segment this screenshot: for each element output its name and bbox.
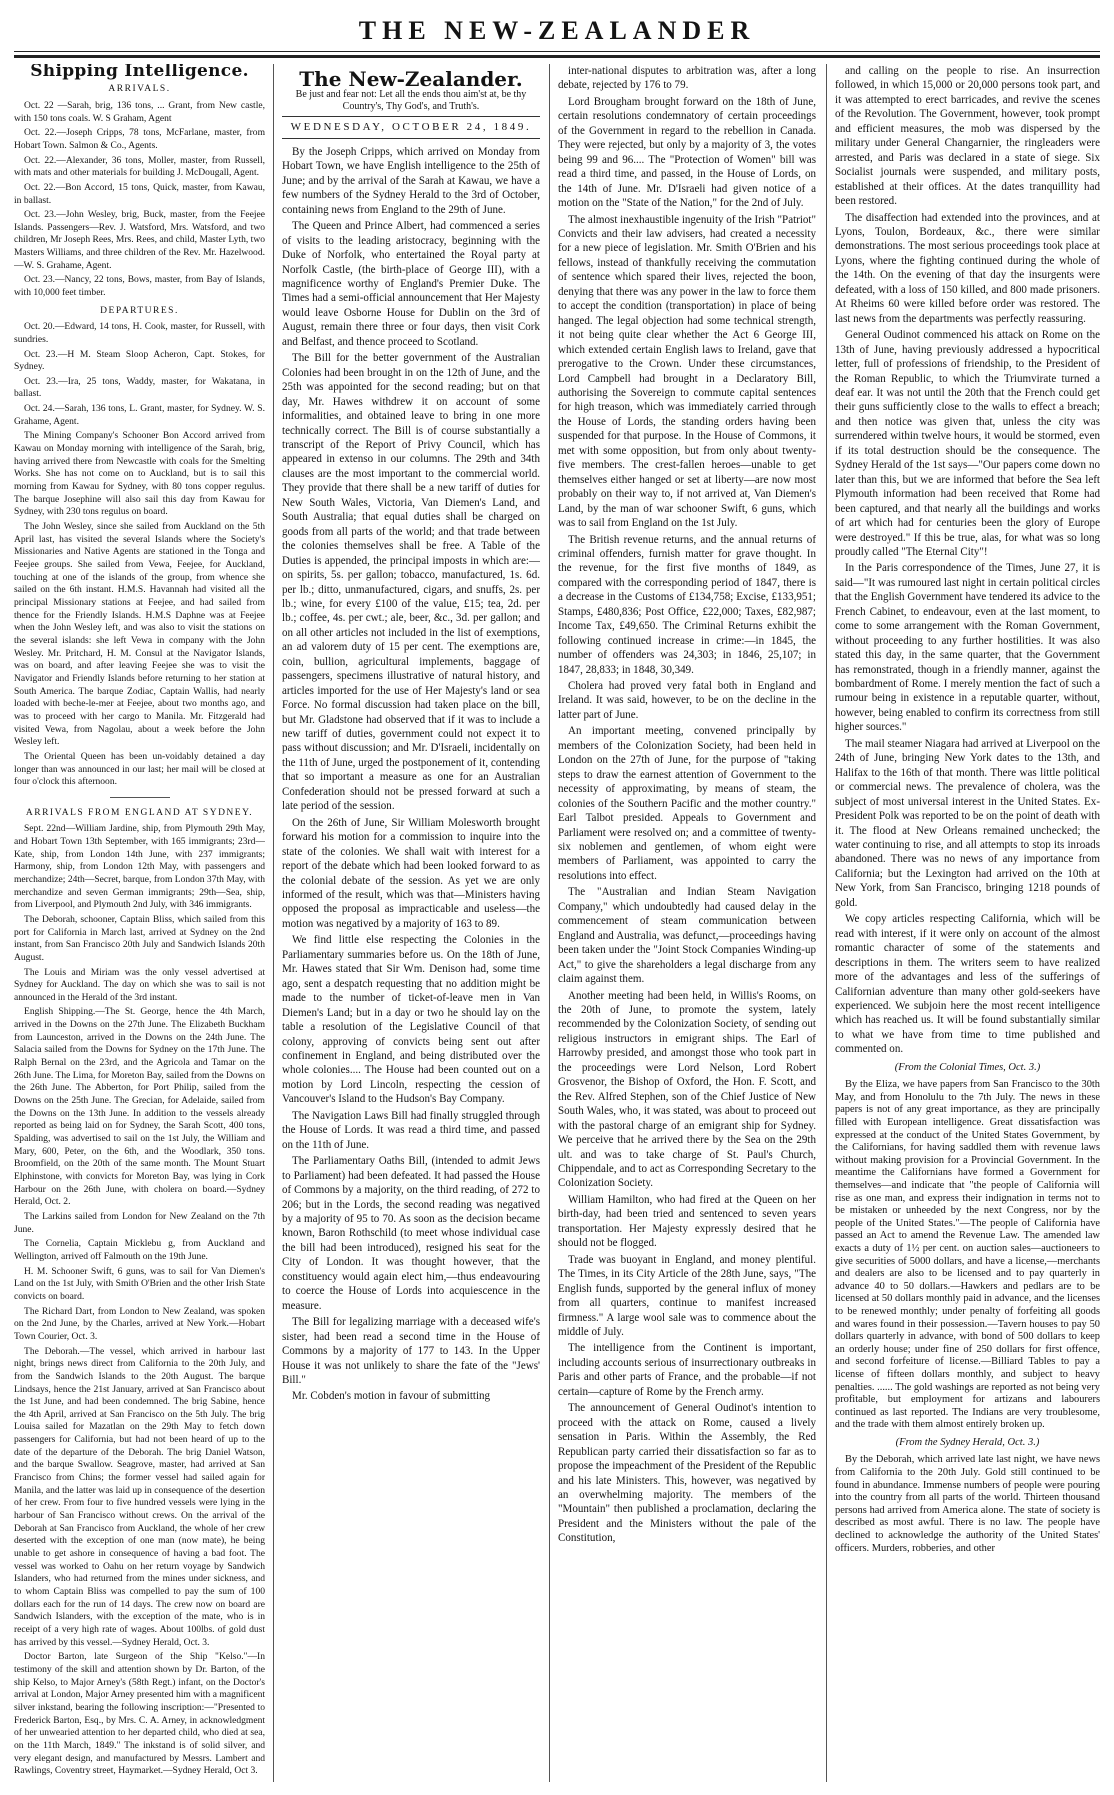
masthead-rule-thick <box>14 55 1100 58</box>
departure-entry: Oct. 23.—Ira, 25 tons, Waddy, master, for Wakatana, in ballast. <box>14 375 265 400</box>
news-paragraph: Mr. Cobden's motion in favour of submitting <box>292 1390 491 1403</box>
arrival-entry: Oct. 22 —Sarah, brig, 136 tons, ... Grant, from New castle, with 150 tons coals. W. S Graham, Agent <box>14 99 265 124</box>
news-paragraph: By the Joseph Cripps, which arrived on Monday from Hobart Town, we have English intelligence to the 25th of June; and by the arrival of the Sarah at Kawau, we have a few numbers of the Sydney Herald to the 3rd of October, containing news from England to the 29th of June. <box>282 145 540 216</box>
news-paragraph: The Bill for the better government of the Australian Colonies had been brought in on the 12th of June, and the 25th was appointed for the second reading; but on that day, Mr. Hawes withdrew it on account of some informalities, and obtained leave to bring in one more technically correct. The Bill is of course substantially a transcript of the Report of Privy Council, which has appeared in extenso in our columns. The 29th and 34th clauses are the most important to the commercial world. They provide that there shall be a new tariff of duties for New South Wales, Victoria, Van Diemen's Land, and South Australia; that equal duties shall be charged on goods from all parts of the world; and that trade between the colonies themselves shall be free. A Table of the Duties is appended, the principal imposts in which are:—on spirits, 5s. per gallon; tobacco, manufactured, 1s. 6d. per lb.; ditto, unmanufactured, cigars, and snuffs, 2s. per lb.; wine, for every £100 of the value, £15; tea, 2d. per lb.; coffee, 4s. per cwt.; ale, beer, &c., 3d. per gallon; and on all other articles not included in the list of exemptions, an ad valorem duty of 15 per cent. The exemptions are, coin, bullion, agricultural implements, baggage of passengers, specimens illustrative of natural history, and articles imported for the use of Her Majesty's land or sea Force. No formal discussion had taken place on the bill, but Mr. Gladstone had observed that if it was to include a new tariff of duties, government could not expect it to pass without discussion; and Mr. D'Israeli, incidentally on the 11th of June, urged the postponement of it, contending that so important a measure as one for an Australian Confederation should not be pressed forward at such a late period of the session. <box>282 352 540 813</box>
news-paragraph: The intelligence from the Continent is important, including accounts serious of insurrectionary outbreaks in Paris and other parts of France, and the probable—if not certain—capture of Rome by the French army. <box>558 1342 816 1398</box>
news-paragraph: The John Wesley, since she sailed from Auckland on the 5th April last, has visited the several Islands where the Society's Missionaries and Native Agents are stationed in the Tonga and Feejee groups. She sailed from Vewa, Feejee, for Auckland, touching at one of the islands of the group, from whence she sailed on the 6th instant. H.M.S. Havannah had visited all the principal Missionary stations at Feejee, and had sailed from thence for the Friendly Islands. H.M.S Daphne was at Feejee when the John Wesley left, and was also to visit the stations on the several islands: she left Vewa in company with the John Wesley. Mr. Pritchard, H. M. Consul at the Navigator Islands, was on board, and after leaving Feejee she was to visit the Navigator and Friendly Islands before returning to her station at South America. The barque Zodiac, Captain Wallis, had nearly loaded with beche-le-mer at Feejee, about two months ago, and was to proceed with her cargo to Manila. Mr. Fitzgerald had visited Vewa, from Nagolau, about a week before the John Wesley left. <box>14 521 265 748</box>
news-paragraph: English Shipping.—The St. George, hence the 4th March, arrived in the Downs on the 27th June. The Elizabeth Buckham from Launceston, arrived in the Downs on the 24th June. The Salacia sailed from the Downs for Sydney on the 17th June. The Ralph Bernal on the 23rd, and the Agricola and Tamar on the 26th June. The Lima, for Moreton Bay, sailed from the Downs on the 26th June. The Abberton, for Port Philip, sailed from the Downs on the 25th June. The Grecian, for Adelaide, sailed from the Downs on the 13th June. In addition to the vessels already reported as being laid on for Sydney, the Sarah Scott, 400 tons, Spalding, was advertised to sail on the 1st July, the William and Mary, 600, Peter, on the 6th, and the Woodlark, 350 tons. Broomfield, on the 20th of the same month. The Mount Stuart Elphinstone, with convicts for Moreton Bay, was lying in Cork Harbour on the 26th June, with cholera on board.—Sydney Herald, Oct. 2. <box>14 1006 265 1208</box>
news-paragraph: The Louis and Miriam was the only vessel advertised at Sydney for Auckland. The day on which she was to sail is not announced in the Herald of the 3rd instant. <box>14 966 265 1003</box>
news-paragraph: The Larkins sailed from London for New Zealand on the 7th June. <box>14 1210 265 1235</box>
editorial-motto: Be just and fear not: Let all the ends thou aim'st at, be thy Country's, Thy God's, and Truth's. <box>295 89 527 113</box>
news-paragraph: An important meeting, convened principally by members of the Colonization Society, had been held in London on the 27th of June, for the purpose of "taking steps to draw the earnest attention of Government to the necessity of approximating, by means of steam, the colonies of the Southern Pacific and the mother country." Earl Talbot presided. Appeals to Government and Parliament were resolved on; and a committee of twenty-six noblemen and gentlemen, of whom eight were members of Parliament, was appointed to carry the resolutions into effect. <box>558 725 816 882</box>
masthead-rule <box>14 51 1100 52</box>
california-news: By the Eliza, we have papers from San Francisco to the 30th May, and from Honolulu to the 7th July. The news in these papers is not of any great importance, as they are principally filled with European intelligence. Great dissatisfaction was expressed at the conduct of the United States Government, by the Californians, for having saddled them with revenue laws without making provision for a Provincial Government. In the meantime the Californians have formed a Government for themselves—and indicate that "the people of California will rise as one man, and express their indignation in terms not to be mistaken or unheeded by the next Congress, nor by the people of the United States."—The people of California have passed an Act to amend the Revenue Law. The amended law exacts a duty of 1½ per cent. on auction sales—auctioneers to give securities of 5000 dollars, and have a license,—merchants and dealers are also to be licensed and to pay quarterly in advance 40 to 50 dollars.—Hawkers and pedlars are to be licensed at 50 dollars monthly paid in advance, and the licenses to be renewed monthly; under penalty of forfeiting all goods and wares found in their possession.—Tavern houses to pay 50 dollars quarterly in advance, with bond of 500 dollars to keep an orderly house; under fine of 250 dollars for first offence, and second forfeiture of license.—Billiard Tables to pay a license of fifteen dollars monthly, and subject to heavy penalties. ...... The gold washings are reported as not being very profitable, but employment for artizans and labourers continued as last reported. The Indians are very troublesome, and the trade with them almost entirely broken up. <box>835 1079 1100 1431</box>
news-paragraph: In the Paris correspondence of the Times, June 27, it is said—"It was rumoured last night in certain political circles that the English Government have tendered its advice to the French Cabinet, to endeavour, even at the last moment, to come to some arrangement with the Roman Government, without proceeding to any further hostilities. It was also stated this day, in the same quarter, that the Government has remonstrated, though in a friendly manner, against the bombardment of Rome. I merely mention the fact of such a rumour being in existence in a reputable quarter, without, however, being enabled to confirm its correctness from still higher sources." <box>835 562 1100 734</box>
news-paragraph: General Oudinot commenced his attack on Rome on the 13th of June, having previously addressed a hypocritical letter, full of professions of friendship, to the President of the Roman Republic, to which the Triumvirate turned a deaf ear. It was not until the 20th that the French could get their guns sufficiently close to the walls to effect a breach; and then notice was given that, unless the city was surrendered within twelve hours, it would be stormed, even if its total destruction should be the consequence. The Sydney Herald of the 1st says—"Our papers come down no later than this, but we are informed that before the Sea left Plymouth information had been received that Rome had been captured, and that nearly all the buildings and works of art which had for centuries been the glory of Europe were destroyed." If this be true, alas, for what was so long proudly called "The Eternal City"! <box>835 329 1100 558</box>
column-divider <box>826 64 827 1782</box>
arrival-entry: Oct. 22.—Joseph Cripps, 78 tons, McFarlane, master, from Hobart Town. Salmon & Co., Agents. <box>14 127 265 151</box>
arrival-entry: Oct. 22.—Bon Accord, 15 tons, Quick, master, from Kawau, in ballast. <box>14 181 265 206</box>
news-paragraph: We copy articles respecting California, which will be read with interest, if it were only on account of the almost romantic character of some of the statements and descriptions in them. The writers seem to have realized more of the advantages and less of the sufferings of Californian adventure than many other gold-seekers have experienced. We subjoin here the most recent intelligence which has reached us. It will be found substantially similar to what we have from time to time published and commented on. <box>835 913 1100 1056</box>
source-citation: (From the Colonial Times, Oct. 3.) <box>894 1061 1041 1073</box>
editorial-masthead <box>282 67 540 91</box>
news-text-3 <box>558 64 816 1546</box>
column-editorial <box>282 64 540 1784</box>
news-paragraph: The disaffection had extended into the provinces, and at Lyons, Toulon, Bordeaux, &c., there were similar demonstrations. The most serious proceedings took place at Lyons, where the fighting continued during the whole of the 14th. On the evening of that day the insurgents were defeated, with a loss of 150 killed, and 800 made prisoners. At Rheims 60 were killed before order was restored. The last news from the departments was perfectly reassuring. <box>835 211 1100 325</box>
news-text-4 <box>835 64 1100 1057</box>
news-paragraph: The almost inexhaustible ingenuity of the Irish "Patriot" Convicts and their law advisers, had created a necessity for a new piece of legislation. Mr. Smith O'Brien and his fellows, instead of thankfully receiving the commutation of sentence which spared their lives, rejected the boon, denying that there was any power in the law to force them to accept the condition (transportation) in place of being hanged. The legal objection had some technical strength, it not being quite clear whether the Act 6 George III, which extended certain English laws to Ireland, gave that prerogative to the Crown. Under these circumstances, Lord Campbell had brought in a Declaratory Bill, authorising the Sovereign to commute capital sentences for high treason, which was immediately carried through the House of Lords, the standing orders having been suspended for that purpose. In the House of Commons, it met with some opposition, but from only about twenty-five members. The crest-fallen heroes—unable to get themselves either hanged or set at liberty—are now most probably on their way to, if not arrived at, Van Diemen's Land, by the man of war schooner Swift, 6 guns, which was to sail from England on the 1st July. <box>558 213 816 530</box>
news-paragraph: Lord Brougham brought forward on the 18th of June, certain resolutions condemnatory of certain proceedings of the Government in regard to the rebellion in Canada. They were rejected, but only by a majority of 3, the votes being 99 and 96.... The "Protection of Women" bill was read a third time, and passed, in the House of Lords, on the 14th of June. Mr. D'Israeli had given notice of a motion on the "State of the Nation," for the 2nd of July. <box>558 95 816 210</box>
news-paragraph: The Mining Company's Schooner Bon Accord arrived from Kawau on Monday morning with intelligence of the Sarah, brig, having arrived there from Newcastle with coals for the Smelting Works. She has not come on to Auckland, but is to sail this morning from Kawau for Sydney, with 80 tons copper regulus. The barque Josephine will also sail this day from Kawau for Sydney, with 230 tons regulus on board. <box>14 430 265 518</box>
arrival-entry: Oct. 22.—Alexander, 36 tons, Moller, master, from Russell, with mats and other materials for building J. McDougall, Agent. <box>14 154 265 179</box>
editorial-text <box>282 145 540 1404</box>
column-divider <box>273 64 274 1782</box>
news-paragraph: The Richard Dart, from London to New Zealand, was spoken on the 2nd June, by the Charles, arrived at New York.—Hobart Town Courier, Oct. 3. <box>14 1305 265 1342</box>
news-paragraph: The Navigation Laws Bill had finally struggled through the House of Lords. It was read a third time, and passed on the 11th of June. <box>282 1109 540 1151</box>
departure-entry: Oct. 23.—H M. Steam Sloop Acheron, Capt. Stokes, for Sydney. <box>14 348 265 373</box>
section-rule <box>110 797 170 798</box>
sydney-arrivals-label: ARRIVALS FROM ENGLAND AT SYDNEY. <box>25 807 254 818</box>
news-paragraph: The Deborah, schooner, Captain Bliss, which sailed from this port for California in March last, arrived at Sydney on the 2nd instant, from San Francisco 20th July and Sandwich Islands 20th August. <box>14 913 265 963</box>
shipping-heading: Shipping Intelligence. <box>30 64 249 81</box>
departures-label: DEPARTURES. <box>100 305 179 316</box>
news-paragraph: The Oriental Queen has been un-voidably detained a day longer than was announced in our last; her mail will be closed at four o'clock this afternoon. <box>14 750 265 788</box>
news-paragraph: Another meeting had been held, in Willis's Rooms, on the 20th of June, to promote the system, lately recommended by the Colonization Society, of sending out religious instructors in emigrant ships. The Earl of Harrowby presided, and amongst those who took part in the proceedings were Lord Nelson, Lord Robert Grosvenor, the Bishop of Oxford, the Hon. F. Scott, and the Rev. Alfred Stephen, son of the Chief Justice of New South Wales, who, it was stated, was about to proceed out with the pastoral charge of an emigrant ship for Sydney. We perceive that he arrived there by the Sea on the 29th ult. and was to take charge of St. Paul's Church, Chippendale, and to act as Corresponding Secretary to the Colonization Society. <box>558 989 816 1190</box>
departure-entry: Oct. 20.—Edward, 14 tons, H. Cook, master, for Russell, with sundries. <box>14 321 265 345</box>
arrivals-list <box>14 100 265 300</box>
arrival-entry: Oct. 23.—Nancy, 22 tons, Bows, master, from Bay of Islands, with 10,000 feet timber. <box>14 274 265 299</box>
arrivals-label: ARRIVALS. <box>108 84 171 95</box>
editorial-paper-name: The New-Zealander. <box>299 67 523 91</box>
news-paragraph: Sept. 22nd—William Jardine, ship, from Plymouth 29th May, and Hobart Town 13th September, with 165 immigrants; 23rd—Kate, ship, from London 14th June, with 237 immigrants; Harmony, ship, from London 12th May, with passengers and merchandize; 24th—Secret, barque, from London 37th May, with merchandize and seven German immigrants; 29th—Sea, ship, from Liverpool, and Plymouth 2nd July, with 346 immigrants. <box>14 823 265 911</box>
news-paragraph: The Parliamentary Oaths Bill, (intended to admit Jews to Parliament) had been defeated. It had passed the House of Commons by a majority, on the third reading, of 272 to 206; but in the Lords, the second reading was negatived by a majority of 95 to 70. As soon as the decision became known, Baron Rothschild (to meet whose individual case the bill had been introduced), resigned his seat for the City of London. It was thought however, that the constituency would again elect him,—thus endeavouring to coerce the House of Lords into acquiescence in the measure. <box>282 1155 540 1312</box>
news-paragraph: The Deborah.—The vessel, which arrived in harbour last night, brings news direct from California to the 20th July, and from the Sandwich Islands to the 20th August. The barque Lindsays, hence the 21st January, arrived at San Francisco about the 1st June, and had been condemned. The brig Sabine, hence the 4th April, arrived at San Francisco on the 5th July. The brig Louisa sailed for Mazatlan on the 29th May to fetch down passengers for California, but had not been heard of up to the date of the departure of the Deborah. The brig Daniel Watson, and the barque Swallow. Seagrove, master, had arrived at San Francisco from Chins; the former vessel had sailed again for Manila, and the latter was laid up in consequence of the desertion of her crew. From four to five hundred vessels were lying in the harbour of San Francisco without crews. On the arrival of the Deborah at San Francisco from Auckland, the whole of her crew deserted with the exception of one man (now mate), he being unable to get ashore in consequence of having a bad foot. The vessel was worked to Oahu on her return voyage by Sandwich Islanders, who had returned from the mines under sickness, and to whom Captain Bliss was compelled to pay the sum of 100 dollars each for the run of 14 days. The crew now on board are Sandwich Islanders, with the exception of the mate, who is in receipt of a very high rate of wages. About 100lbs. of gold dust has arrived by this vessel.—Sydney Herald, Oct. 3. <box>14 1345 265 1648</box>
news-paragraph: Cholera had proved very fatal both in England and Ireland. It was said, however, to be on the decline in the latter part of June. <box>558 680 816 721</box>
news-paragraph: The Bill for legalizing marriage with a deceased wife's sister, had been read a second time in the House of Commons by a majority of 177 to 143. In the Upper House it was not unlikely to share the fate of the "Jews' Bill." <box>282 1316 540 1386</box>
news-paragraph: The mail steamer Niagara had arrived at Liverpool on the 24th of June, bringing New York dates to the 13th, and Halifax to the 16th of that month. There was little political or commercial news. The prevalence of cholera, was the subject of most universal interest in the United States. Ex-President Polk was reported to be on the point of death with it. The flood at New Orleans remained unchecked; the water continuing to rise, and all attempts to stop its inroads abandoned. There was no news of any importance from California; but the Lexington had arrived on the 10th at New York, from San Francisco, bringing 1218 pounds of gold. <box>835 737 1100 909</box>
masthead <box>0 0 1114 58</box>
sydney-news <box>14 823 265 1778</box>
news-paragraph: H. M. Schooner Swift, 6 guns, was to sail for Van Diemen's Land on the 1st July, with Smith O'Brien and the other Irish State convicts on board. <box>14 1265 265 1302</box>
news-paragraph: We find little else respecting the Colonies in the Parliamentary summaries before us. On the 18th of June, Mr. Hawes stated that Sir Wm. Denison had, some time ago, sent a despatch requesting that no addition might be made to the number of ticket-of-leave men in Van Diemen's Land; but in a day or two he should lay on the table a resolution of the Legislative Council of that colony, approving of convicts being sent out after confinement in England, and being distributed over the whole colonies.... The House had been counted out on a motion by Lord Lincoln, respecting the cession of Vancouver's Island to the Hudson's Bay Company. <box>282 934 540 1106</box>
departures-list <box>14 321 265 428</box>
news-paragraph: The Cornelia, Captain Micklebu g, from Auckland and Wellington, arrived off Falmouth on the 19th June. <box>14 1238 265 1262</box>
california-news: By the Deborah, which arrived late last night, we have news from California to the 20th July. Gold still continued to be found in abundance. Immense numbers of people were pouring into the country from all parts of the world. Thirteen thousand persons had arrived from America alone. The state of society is described as most awful. There is no law. The people have declined to acknowledge the authority of the United States' officers. Murders, robberies, and other <box>835 1454 1100 1554</box>
news-paragraph: William Hamilton, who had fired at the Queen on her birth-day, had been tried and sentenced to seven years transportation. Her Majesty expressly desired that he should not be flogged. <box>558 1193 816 1250</box>
news-paragraph: The announcement of General Oudinot's intention to proceed with the attack on Rome, caused a lively sensation in Paris. Within the Assembly, the Red Republican party carried their dissatisfaction so far as to propose the impeachment of the President of the Republic and his late Ministers. This, however, was negatived by an overwhelming majority. The members of the "Mountain" then published a proclamation, declaring the President and the Ministers without the pale of the Constitution, <box>558 1402 816 1545</box>
editorial-dateline: WEDNESDAY, OCTOBER 24, 1849. <box>282 116 540 138</box>
source-citation: (From the Sydney Herald, Oct. 3.) <box>895 1436 1040 1448</box>
column-divider <box>549 64 550 1782</box>
news-paragraph: The Queen and Prince Albert, had commenced a series of visits to the leading aristocracy, beginning with the Duke of Norfolk, who entertained the Royal party at Norfolk Castle, (the birth-place of George III), with a magnificence worthy of England's Premier Duke. The Times had a semi-official announcement that Her Majesty would leave Osborne House for Dublin on the 3rd of August, remain there three or four days, then visit Cork and Belfast, and thence proceed to Scotland. <box>282 220 540 348</box>
column-news-3 <box>558 64 816 1784</box>
newspaper-title: THE NEW-ZEALANDER <box>358 16 756 45</box>
news-paragraph: Doctor Barton, late Surgeon of the Ship "Kelso."—In testimony of the skill and attention shown by Dr. Barton, of the ship Kelso, to Major Arney's (58th Regt.) infant, on the Doctor's arrival at London, Major Arney presented him with a magnificent silver inkstand, bearing the following inscription:—"Presented to Frederick Barton, Esq., by Mrs. C. A. Arney, in acknowledgment of her unwearied attention to her departed child, who died at sea, on the 11th March, 1849." The inkstand is of solid silver, and very elegant design, and manufactured by Messrs. Lambert and Rawlings, Coventry street, Haymarket.—Sydney Herald, Oct 3. <box>14 1651 265 1777</box>
news-paragraph: On the 26th of June, Sir William Molesworth brought forward his motion for a commission to inquire into the state of the colonies. We shall wait with interest for a report of the debate which had been looked forward to as the colonial debate of the session. As yet we are only informed of the result, which was that—Ministers having opposed the proposal as impracticable and useless—the motion was negatived by a majority of 163 to 89. <box>282 816 540 930</box>
column-news-4 <box>835 64 1100 1784</box>
news-paragraph: inter-national disputes to arbitration was, after a long debate, rejected by 176 to 79. <box>558 65 816 92</box>
departure-entry: Oct. 24.—Sarah, 136 tons, L. Grant, master, for Sydney. W. S. Grahame, Agent. <box>14 403 265 427</box>
shipping-news <box>14 430 265 788</box>
news-paragraph: The "Australian and Indian Steam Navigation Company," which undoubtedly had caused delay in the commencement of steam communication between England and Australia, was defunct,—proceedings having been taken under the "Joint Stock Companies Winding-up Act," to give the shareholders a legal discharge from any claim against them. <box>558 886 816 986</box>
news-paragraph: Trade was buoyant in England, and money plentiful. The Times, in its City Article of the 28th June, says, "The English funds, supported by the general influx of money from all quarters, continue to manifest increased firmness." A large wool sale was to commence about the middle of July. <box>558 1253 816 1338</box>
news-paragraph: The British revenue returns, and the annual returns of criminal offenders, furnish matter for grave thought. In the revenue, for the first five months of 1849, as compared with the corresponding period of 1847, there is a decrease in the Customs of £134,758; Excise, £133,951; Stamps, £480,836; Post Office, £22,000; Taxes, £82,987; Income Tax, £49,650. The Criminal Returns exhibit the following continued increase in crime:—in 1845, the number of offenders was 24,303; in 1846, 25,107; in 1847, 28,833; in 1848, 30,349. <box>558 533 816 676</box>
arrival-entry: Oct. 23.—John Wesley, brig, Buck, master, from the Feejee Islands. Passengers—Rev. J. Watsford, Mrs. Watsford, and two children, Mr Joseph Rees, Mrs. Rees, and child, Master Lyth, two Masters Williams, and three children of the Rev. Mr. Hazelwood.—W. S. Grahame, Agent. <box>14 209 265 271</box>
column-shipping <box>14 64 265 1784</box>
news-paragraph: and calling on the people to rise. An insurrection followed, in which 15,000 or 20,000 persons took part, and it was attempted to erect barricades, and revive the scenes of the Revolution. The Government, however, took prompt and efficient measures, the mob was dispersed by the military under General Changarnier, the ringleaders were arrested, and Paris was declared in a state of siege. Six Socialist journals were suspended, and military posts, established at their offices. At the dates tranquillity had been restored. <box>835 65 1100 208</box>
